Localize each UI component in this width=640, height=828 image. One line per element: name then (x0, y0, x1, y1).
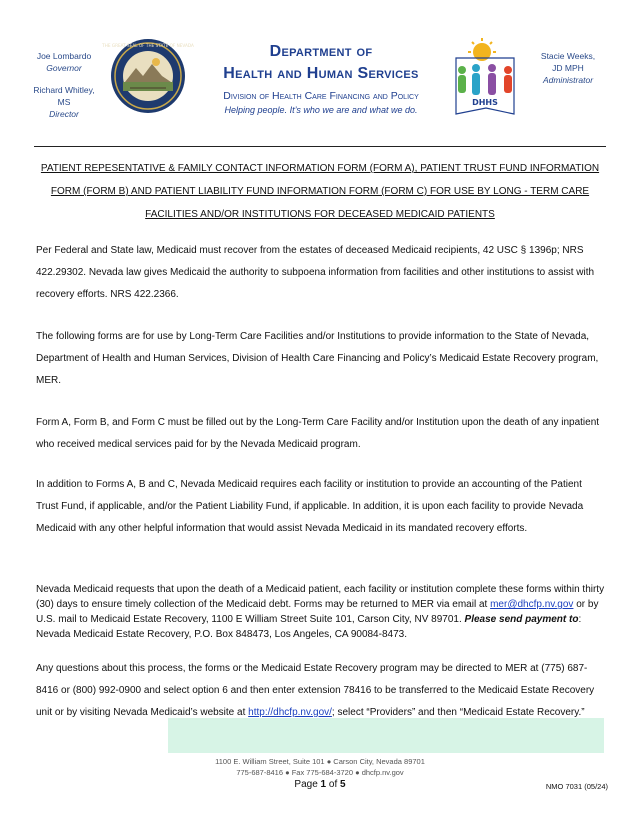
page-number: Page 1 of 5 (294, 779, 346, 790)
left-staff-block (28, 50, 100, 120)
dhhs-logo-icon (452, 38, 522, 120)
footer-address: 1100 E. William Street, Suite 101 ● Carson City, Nevada 89701 (215, 757, 425, 766)
contact-text: Any questions about this process, the forms or the Medicaid Estate Recovery program may be directed to MER at (775) 687-8416 or (800) 992-0900 and select option 6 and then enter extension 78416 to be transferred to the Medicaid Estate Recovery unit or by visiting Nevada Medicaid’s website at (36, 663, 595, 718)
paragraph-forms-purpose: The following forms are for use by Long-Term Care Facilities and/or Institutions to provide information to the State of Nevada, Department of Health and Human Services, Division of Health Care Financing and Policy’s Medicaid Estate Recovery program, MER. (36, 331, 599, 386)
paragraph-contact (36, 658, 606, 724)
page-current: 1 (320, 779, 327, 790)
contact-text-end: ; select “Providers” and then “Medicaid Estate Recovery.” (331, 707, 585, 718)
governor-title: Governor (46, 63, 82, 73)
logo-text: DHHS (472, 98, 498, 107)
document-title: PATIENT REPESENTATIVE & FAMILY CONTACT INFORMATION FORM (FORM A), PATIENT TRUST FUND INFORMATION FORM (FORM B) AND PATIENT LIABILITY FUND INFORMATION FORM (FORM C) FOR USE BY LONG - TERM CARE FACILITIES AND/OR INSTITUTIONS FOR DECEASED MEDICAID PATIENTS (40, 163, 600, 220)
tagline: Helping people. It’s who we are and what we do. (224, 105, 418, 115)
payment-label: Please send payment to (464, 614, 579, 625)
administrator-title: Administrator (542, 75, 594, 85)
state-seal-icon (102, 38, 194, 114)
right-staff-block (530, 50, 606, 86)
administrator-credential: JD MPH (552, 63, 584, 73)
director-title: Director (49, 109, 79, 119)
paragraph-accounting: In addition to Forms A, B and C, Nevada Medicaid requires each facility or institution to provide an accounting of the Patient Trust Fund, if applicable, and/or the Patient Liability Fund, if applicable. In addition, it is upon each facility to provide Nevada Medicaid with any other helpful information that would assist Nevada Medicaid in its mandated recovery efforts. (36, 479, 584, 534)
paragraph-return-forms (36, 582, 606, 642)
governor-name: Joe Lombardo (36, 51, 92, 61)
administrator-name: Stacie Weeks, (540, 51, 596, 61)
seal-text: THE GREAT SEAL OF THE STATE OF NEVADA (102, 43, 194, 48)
department-line-1: Department of (269, 43, 373, 60)
return-forms-text: Nevada Medicaid requests that upon the death of a Medicaid patient, each facility or institution complete these forms within thirty (30) days to ensure timely collection of the Medicaid debt. Forms may be returned to MER via email at (36, 584, 605, 610)
header-divider (34, 146, 606, 147)
mail-address-text: or by U.S. mail to Medicaid Estate Recovery, 1100 E William Street Suite 101, Carson City, NV 89701. (36, 599, 599, 625)
dhcfp-website-link[interactable]: http://dhcfp.nv.gov/ (248, 707, 332, 718)
paragraph-legal-basis: Per Federal and State law, Medicaid must recover from the estates of deceased Medicaid recipients, 42 USC § 1396p; NRS 422.29302. Nevada law gives Medicaid the authority to subpoena information from facilities and other institutions to assist with recovery efforts. NRS 422.2366. (36, 245, 595, 300)
payment-address-text: : Nevada Medicaid Estate Recovery, P.O. Box 848473, Los Angeles, CA 90084-8473. (36, 614, 582, 640)
division-name: Division of Health Care Financing and Policy (223, 90, 419, 102)
paragraph-form-requirement: Form A, Form B, and Form C must be filled out by the Long-Term Care Facility and/or Institution upon the death of any inpatient who received medical services paid for by the Nevada Medicaid program. (36, 417, 600, 450)
department-heading (190, 42, 452, 116)
department-line-2: Health and Human Services (223, 65, 419, 82)
page-total: 5 (340, 779, 346, 790)
footer-contact (160, 756, 480, 778)
director-name: Richard Whitley, MS (33, 85, 95, 107)
mer-email-link[interactable]: mer@dhcfp.nv.gov (490, 599, 574, 610)
form-number: NMO 7031 (05/24) (545, 782, 608, 791)
footer-phone: 775-687-8416 ● Fax 775-684-3720 ● dhcfp.nv.gov (236, 768, 404, 777)
